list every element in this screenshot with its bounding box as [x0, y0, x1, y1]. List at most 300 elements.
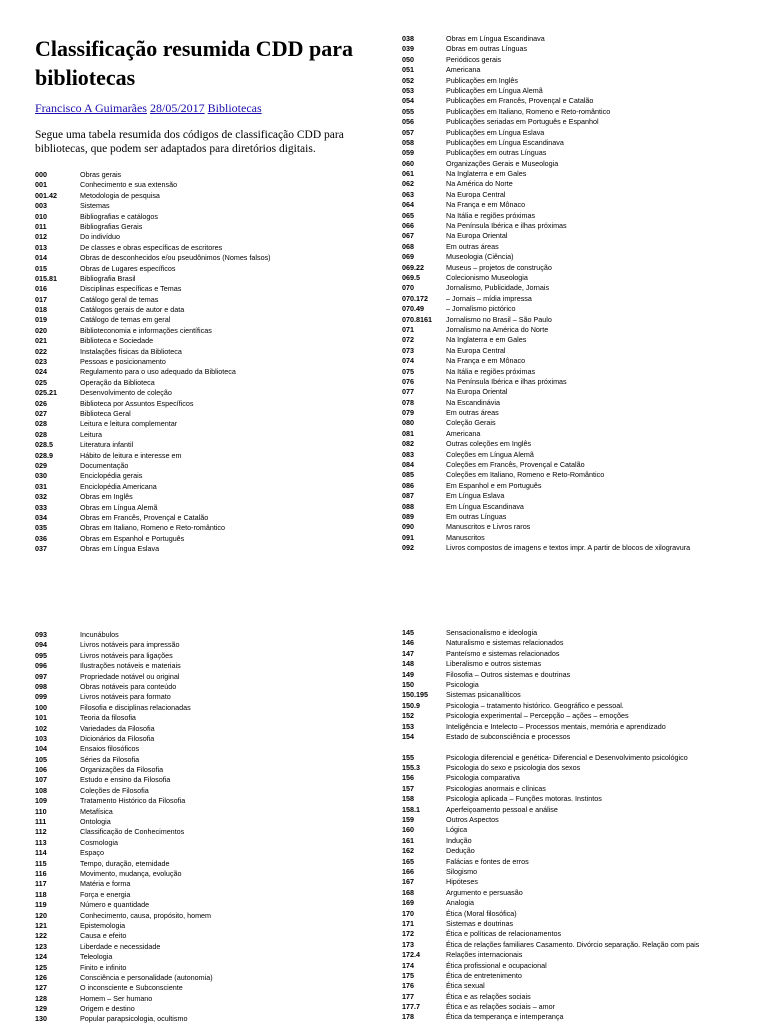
cdd-code: 071: [402, 324, 414, 334]
cdd-code: 033: [35, 502, 47, 512]
cdd-row: [402, 971, 768, 981]
cdd-description: Psicologia diferencial e genética- Diferencial e Desenvolvimento psicológico: [446, 752, 688, 762]
cdd-row: [402, 377, 768, 387]
cdd-code: 001.42: [35, 190, 57, 200]
cdd-description: Na Europa Oriental: [446, 387, 508, 397]
cdd-row: [35, 367, 365, 377]
cdd-row: [35, 212, 365, 222]
cdd-code: 114: [35, 848, 47, 858]
cdd-row: [402, 429, 768, 439]
cdd-description: Dedução: [446, 846, 475, 856]
cdd-row: [35, 471, 365, 481]
cdd-code: 074: [402, 356, 414, 366]
cdd-description: Museologia (Ciência): [446, 252, 514, 262]
cdd-description: Museus – projetos de construção: [446, 262, 552, 272]
cdd-code: 155: [402, 752, 414, 762]
cdd-description: Obras em Língua Escandinava: [446, 34, 545, 43]
cdd-description: Estudo e ensino da Filosofia: [80, 775, 171, 785]
cdd-row: [35, 817, 365, 827]
cdd-row: [402, 898, 768, 908]
cdd-row: [402, 86, 768, 96]
cdd-code: 149: [402, 669, 414, 679]
cdd-row: [402, 450, 768, 460]
cdd-row: [35, 222, 365, 232]
cdd-code: 153: [402, 721, 414, 731]
cdd-row: [402, 846, 768, 856]
cdd-code: 000: [35, 170, 47, 179]
cdd-code: 109: [35, 796, 47, 806]
cdd-description: Instalações físicas da Biblioteca: [80, 346, 182, 356]
cdd-code: 172.4: [402, 950, 420, 960]
cdd-description: Leitura e leitura complementar: [80, 419, 178, 429]
cdd-row: [35, 430, 365, 440]
cdd-description: Americana: [446, 65, 481, 75]
cdd-description: Pessoas e posicionamento: [80, 357, 166, 367]
cdd-row: [35, 378, 365, 388]
cdd-code: 115: [35, 858, 47, 868]
cdd-description: Variedades da Filosofia: [80, 723, 155, 733]
cdd-row: [35, 765, 365, 775]
cdd-code: 156: [402, 773, 414, 783]
cdd-code: 161: [402, 835, 414, 845]
cdd-code: 099: [35, 692, 47, 702]
cdd-description: Ética e as relações sociais: [446, 991, 531, 1001]
cdd-list-column-4: [402, 628, 768, 1023]
cdd-description: Estado de subconsciência e processos: [446, 731, 571, 741]
cdd-code: 023: [35, 357, 47, 367]
cdd-description: Filosofia – Outros sistemas e doutrinas: [446, 669, 571, 679]
cdd-code: 056: [402, 117, 414, 127]
cdd-description: Na Inglaterra e em Gales: [446, 169, 527, 179]
cdd-row: [35, 755, 365, 765]
cdd-description: Movimento, mudança, evolução: [80, 868, 182, 878]
cdd-description: Bibliografias Gerais: [80, 221, 143, 231]
cdd-description: Na Inglaterra e em Gales: [446, 335, 527, 345]
cdd-row: [35, 419, 365, 429]
cdd-description: Panteísmo e sistemas relacionados: [446, 648, 560, 658]
cdd-description: Livros compostos de imagens e textos impr. A partir de blocos de xilogravura: [446, 543, 691, 553]
cdd-code: 147: [402, 648, 414, 658]
cdd-row: [402, 1002, 768, 1012]
cdd-code: 037: [35, 544, 47, 554]
article-title: Classificação resumida CDD para bibliotecas: [35, 36, 353, 90]
cdd-description: Obras em outras Línguas: [446, 44, 528, 54]
cdd-row: [35, 336, 365, 346]
cdd-row: [35, 295, 365, 305]
cdd-description: – Jornalismo pictórico: [446, 304, 516, 314]
cdd-code: 014: [35, 253, 47, 263]
cdd-row: [402, 367, 768, 377]
cdd-row: [402, 398, 768, 408]
cdd-row: [35, 900, 365, 910]
cdd-row: [402, 148, 768, 158]
cdd-row: [402, 888, 768, 898]
cdd-code: 079: [402, 408, 414, 418]
cdd-code: 082: [402, 439, 414, 449]
cdd-description: Manuscritos: [446, 532, 485, 542]
cdd-row: [35, 399, 365, 409]
cdd-code: 058: [402, 137, 414, 147]
cdd-code: 027: [35, 408, 47, 418]
cdd-description: Obras em Francês, Provençal e Catalão: [80, 512, 209, 522]
cdd-description: De classes e obras específicas de escritores: [80, 242, 223, 252]
cdd-code: 030: [35, 471, 47, 481]
cdd-row: [402, 387, 768, 397]
cdd-description: Desenvolvimento de coleção: [80, 388, 172, 398]
cdd-code: 073: [402, 345, 414, 355]
cdd-code: 070: [402, 283, 414, 293]
cdd-code: 126: [35, 972, 47, 982]
cdd-description: Psicologia aplicada – Funções motoras. Instintos: [446, 794, 602, 804]
cdd-code: 090: [402, 522, 414, 532]
cdd-row: [402, 44, 768, 54]
cdd-code: 174: [402, 960, 414, 970]
cdd-row: [35, 952, 365, 962]
cdd-code: 146: [402, 638, 414, 648]
cdd-description: Na Escandinávia: [446, 397, 500, 407]
cdd-code: 017: [35, 294, 47, 304]
cdd-description: Na França e em Mônaco: [446, 200, 526, 210]
cdd-row: [402, 335, 768, 345]
cdd-row: [35, 942, 365, 952]
cdd-row: [35, 191, 365, 201]
article-meta: [35, 101, 365, 115]
cdd-code: 077: [402, 387, 414, 397]
cdd-row: [35, 651, 365, 661]
cdd-row: [402, 200, 768, 210]
cdd-description: Publicações em Língua Alemã: [446, 85, 543, 95]
cdd-row: [402, 325, 768, 335]
cdd-description: Relações internacionais: [446, 950, 523, 960]
cdd-code: 172: [402, 929, 414, 939]
cdd-code: 098: [35, 681, 47, 691]
cdd-description: Literatura infantil: [80, 440, 134, 450]
cdd-description: Publicações em Língua Eslava: [446, 127, 545, 137]
cdd-description: Dicionários da Filosofia: [80, 733, 155, 743]
author-link[interactable]: Francisco A Guimarães: [35, 101, 147, 115]
cdd-code: 050: [402, 54, 414, 64]
cdd-description: Incunábulos: [80, 630, 119, 639]
cdd-description: Ensaios filosóficos: [80, 744, 140, 754]
cdd-code: 021: [35, 336, 47, 346]
cdd-description: Publicações em outras Línguas: [446, 148, 547, 158]
cdd-description: Catálogo geral de temas: [80, 294, 159, 304]
cdd-code: 121: [35, 920, 47, 930]
cdd-description: Tratamento Histórico da Filosofia: [80, 796, 186, 806]
cdd-row: [402, 659, 768, 669]
cdd-code: 168: [402, 887, 414, 897]
cdd-code: 169: [402, 898, 414, 908]
cdd-code: 032: [35, 492, 47, 502]
cdd-row: [402, 638, 768, 648]
cdd-row: [402, 815, 768, 825]
cdd-code: 176: [402, 981, 414, 991]
cdd-description: Ética sexual: [446, 981, 485, 991]
cdd-row: [402, 283, 768, 293]
cdd-code: 128: [35, 993, 47, 1003]
cdd-description: Organizações da Filosofia: [80, 765, 164, 775]
cdd-description: Em outras áreas: [446, 408, 499, 418]
cdd-code: 107: [35, 775, 47, 785]
cdd-code: 129: [35, 1004, 47, 1014]
cdd-row: [35, 848, 365, 858]
cdd-code: 177: [402, 991, 414, 1001]
cdd-description: Colecionismo Museologia: [446, 272, 528, 282]
cdd-code: 011: [35, 221, 47, 231]
cdd-description: Publicações em Língua Escandinava: [446, 137, 564, 147]
cdd-row: [35, 703, 365, 713]
cdd-code: 059: [402, 148, 414, 158]
cdd-code: 089: [402, 511, 414, 521]
cdd-code: 112: [35, 827, 47, 837]
cdd-row: [35, 661, 365, 671]
cdd-row: [35, 921, 365, 931]
cdd-row: [402, 439, 768, 449]
cdd-code: 095: [35, 650, 47, 660]
cdd-row: [402, 346, 768, 356]
cdd-description: Ética profissional e ocupacional: [446, 960, 547, 970]
cdd-row: [402, 418, 768, 428]
cdd-description: Ética de entretenimento: [446, 970, 522, 980]
cdd-row: [402, 315, 768, 325]
cdd-row: [402, 711, 768, 721]
cdd-row: [402, 628, 768, 638]
cdd-description: Na América do Norte: [446, 179, 513, 189]
cdd-description: Causa e efeito: [80, 931, 127, 941]
cdd-row: [35, 482, 365, 492]
cdd-row: [402, 211, 768, 221]
cdd-code: 068: [402, 241, 414, 251]
cdd-description: Liberalismo e outros sistemas: [446, 659, 542, 669]
cdd-description: Na Península Ibérica e ilhas próximas: [446, 376, 567, 386]
cdd-row: [35, 640, 365, 650]
cdd-row: [402, 909, 768, 919]
cdd-code: 052: [402, 75, 414, 85]
date-link[interactable]: 28/05/2017: [149, 101, 205, 115]
cdd-code: 094: [35, 640, 47, 650]
cdd-code: 150: [402, 679, 414, 689]
cdd-row: [402, 190, 768, 200]
cdd-row: [402, 753, 768, 763]
cdd-code: 075: [402, 366, 414, 376]
cdd-code: 158: [402, 794, 414, 804]
cdd-description: Psicologia experimental – Percepção – ações – emoções: [446, 711, 629, 721]
cdd-code: 159: [402, 815, 414, 825]
cdd-code: 070.49: [402, 304, 424, 314]
cdd-description: Enciclopédia Americana: [80, 481, 157, 491]
cdd-description: Ética e as relações sociais – amor: [446, 1002, 556, 1012]
cdd-row: [402, 460, 768, 470]
cdd-row: [35, 274, 365, 284]
cdd-code: 003: [35, 201, 47, 211]
cdd-code: 093: [35, 630, 47, 639]
cdd-row: [402, 169, 768, 179]
cdd-code: 085: [402, 470, 414, 480]
cdd-row: [35, 201, 365, 211]
cdd-row: [402, 263, 768, 273]
cdd-code: 025.21: [35, 388, 57, 398]
cdd-row: [35, 284, 365, 294]
cdd-row: [35, 963, 365, 973]
cdd-code: 012: [35, 232, 47, 242]
cdd-code: 111: [35, 817, 47, 827]
cdd-row: [402, 221, 768, 231]
cdd-code: 035: [35, 523, 47, 533]
cdd-description: Indução: [446, 835, 472, 845]
cdd-code: 057: [402, 127, 414, 137]
cdd-row: [402, 784, 768, 794]
cdd-code: 026: [35, 398, 47, 408]
cdd-code: 152: [402, 711, 414, 721]
cdd-row: [402, 76, 768, 86]
cdd-code: 117: [35, 879, 47, 889]
cdd-row: [35, 315, 365, 325]
cdd-code: 150.195: [402, 690, 428, 700]
cdd-description: Obras em Italiano, Romeno e Reto-romântico: [80, 523, 226, 533]
cdd-row: [35, 243, 365, 253]
cdd-description: Hábito de leitura e interesse em: [80, 450, 182, 460]
cdd-code: 120: [35, 910, 47, 920]
cdd-row: [402, 481, 768, 491]
cdd-row: [35, 409, 365, 419]
cdd-code: 069: [402, 252, 414, 262]
cdd-code: 015: [35, 263, 47, 273]
cdd-code: 155.3: [402, 763, 420, 773]
cdd-row: [35, 692, 365, 702]
cdd-code: 158.1: [402, 804, 420, 814]
cdd-row: [35, 734, 365, 744]
cdd-row: [35, 879, 365, 889]
cdd-code: 116: [35, 868, 47, 878]
cdd-code: 070.172: [402, 293, 428, 303]
cdd-code: 028: [35, 419, 47, 429]
cdd-row: [402, 107, 768, 117]
cdd-code: 091: [402, 532, 414, 542]
cdd-code: 063: [402, 189, 414, 199]
cdd-code: 097: [35, 671, 47, 681]
cdd-code: 166: [402, 866, 414, 876]
cdd-description: Finito e infinito: [80, 962, 127, 972]
cdd-row: [35, 1014, 365, 1024]
cdd-code: 069.22: [402, 262, 424, 272]
cdd-code: 064: [402, 200, 414, 210]
cdd-code: 123: [35, 941, 47, 951]
cdd-description: Operação da Biblioteca: [80, 377, 155, 387]
cdd-code: 055: [402, 106, 414, 116]
cdd-code: 157: [402, 783, 414, 793]
cdd-row: [402, 961, 768, 971]
cdd-code: 100: [35, 702, 47, 712]
cdd-code: 031: [35, 481, 47, 491]
cdd-code: 171: [402, 918, 414, 928]
cdd-description: Teoria da filosofia: [80, 713, 136, 723]
cdd-description: Lógica: [446, 825, 468, 835]
cdd-row: [35, 796, 365, 806]
cdd-row: [402, 252, 768, 262]
cdd-row: [402, 117, 768, 127]
cdd-row: [402, 670, 768, 680]
cdd-row: [402, 805, 768, 815]
cdd-code: 165: [402, 856, 414, 866]
cdd-code: 051: [402, 65, 414, 75]
cdd-row: [35, 890, 365, 900]
cdd-code: 178: [402, 1012, 414, 1022]
cdd-code: 104: [35, 744, 47, 754]
cdd-description: Número e quantidade: [80, 900, 150, 910]
row-spacer: [402, 742, 768, 752]
cdd-description: Inteligência e Intelecto – Processos mentais, memória e aprendizado: [446, 721, 666, 731]
cdd-description: Psicologia comparativa: [446, 773, 520, 783]
cdd-description: Ética e políticas de relacionamentos: [446, 929, 562, 939]
cdd-code: 081: [402, 428, 414, 438]
cdd-description: Psicologia: [446, 679, 479, 689]
cdd-code: 118: [35, 889, 47, 899]
cdd-code: 125: [35, 962, 47, 972]
cdd-code: 062: [402, 179, 414, 189]
cdd-code: 053: [402, 85, 414, 95]
cdd-description: Na Europa Central: [446, 345, 506, 355]
cdd-code: 010: [35, 211, 47, 221]
cdd-code: 167: [402, 877, 414, 887]
cdd-description: Obras notáveis para conteúdo: [80, 681, 177, 691]
cdd-row: [402, 138, 768, 148]
cdd-code: 086: [402, 480, 414, 490]
cdd-description: – Jornais – mídia impressa: [446, 293, 532, 303]
cdd-description: Obras em Espanhol e Português: [80, 533, 185, 543]
cdd-row: [402, 128, 768, 138]
cdd-row: [35, 451, 365, 461]
cdd-row: [402, 919, 768, 929]
cdd-description: Outros Aspectos: [446, 815, 499, 825]
cdd-code: 105: [35, 754, 47, 764]
cdd-row: [35, 931, 365, 941]
cdd-code: 078: [402, 397, 414, 407]
cdd-description: Analogia: [446, 898, 474, 908]
cdd-row: [35, 859, 365, 869]
cdd-description: Publicações em Francês, Provençal e Catalão: [446, 96, 594, 106]
cdd-description: O inconsciente e Subconsciente: [80, 983, 183, 993]
cdd-description: Catálogos gerais de autor e data: [80, 305, 185, 315]
cdd-row: [402, 502, 768, 512]
cdd-code: 154: [402, 731, 414, 741]
cdd-row: [35, 682, 365, 692]
cdd-row: [402, 470, 768, 480]
cdd-description: Ética (Moral filosófica): [446, 908, 517, 918]
cdd-row: [35, 1004, 365, 1014]
cdd-row: [402, 680, 768, 690]
cdd-code: 173: [402, 939, 414, 949]
cdd-description: Livros notáveis para impressão: [80, 640, 180, 650]
cdd-code: 148: [402, 659, 414, 669]
cdd-list-column-1: [35, 170, 365, 554]
cdd-code: 145: [402, 628, 414, 637]
cdd-description: Livros notáveis para formato: [80, 692, 171, 702]
cdd-description: Organizações Gerais e Museologia: [446, 158, 559, 168]
cdd-code: 122: [35, 931, 47, 941]
category-link[interactable]: Bibliotecas: [207, 101, 262, 115]
cdd-code: 072: [402, 335, 414, 345]
cdd-description: Em Língua Eslava: [446, 491, 505, 501]
cdd-code: 061: [402, 169, 414, 179]
cdd-code: 088: [402, 501, 414, 511]
cdd-description: Conhecimento, causa, propósito, homem: [80, 910, 212, 920]
cdd-description: Coleções em Francês, Provençal e Catalão: [446, 460, 585, 470]
cdd-description: Hipóteses: [446, 877, 478, 887]
cdd-description: Na Europa Oriental: [446, 231, 508, 241]
cdd-row: [35, 461, 365, 471]
cdd-row: [402, 273, 768, 283]
cdd-row: [35, 326, 365, 336]
